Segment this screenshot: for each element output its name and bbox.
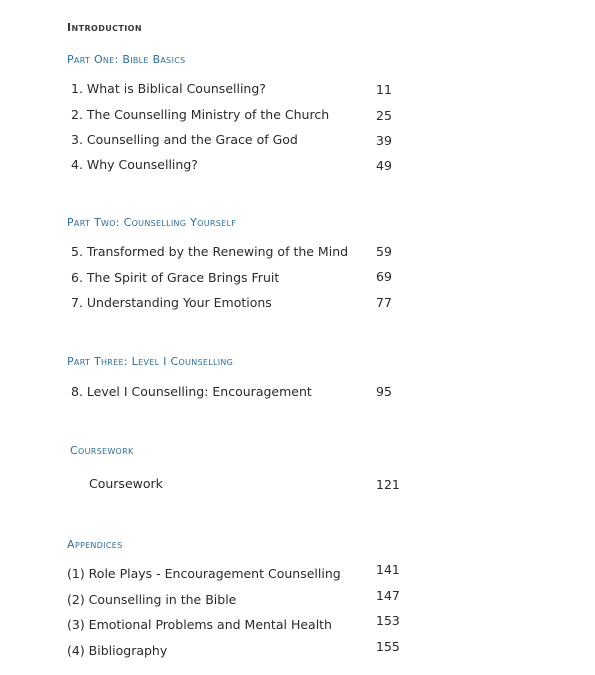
toc-page-6: 69 bbox=[376, 269, 392, 284]
coursework-heading: Coursework bbox=[70, 444, 134, 457]
toc-entry-2[interactable]: 2. The Counselling Ministry of the Church bbox=[71, 107, 330, 122]
toc-page-3: 39 bbox=[376, 133, 392, 148]
appendices-heading: Appendices bbox=[67, 538, 123, 551]
toc-page-7: 77 bbox=[376, 295, 392, 310]
toc-entry-7[interactable]: 7. Understanding Your Emotions bbox=[71, 295, 272, 310]
toc-entry-appendix-2[interactable]: (2) Counselling in the Bible bbox=[67, 592, 237, 607]
toc-page-appendix-4: 155 bbox=[376, 639, 400, 654]
toc-page-appendix-2: 147 bbox=[376, 588, 400, 603]
toc-entry-6[interactable]: 6. The Spirit of Grace Brings Fruit bbox=[71, 270, 280, 285]
toc-entry-appendix-4[interactable]: (4) Bibliography bbox=[67, 643, 168, 658]
part-two-heading: Part Two: Counselling Yourself bbox=[67, 216, 237, 229]
toc-entry-5[interactable]: 5. Transformed by the Renewing of the Mind bbox=[71, 244, 349, 259]
toc-page-8: 95 bbox=[376, 384, 392, 399]
toc-page-2: 25 bbox=[376, 108, 392, 123]
toc-page-4: 49 bbox=[376, 158, 392, 173]
toc-page-appendix-1: 141 bbox=[376, 562, 400, 577]
part-one-heading: Part One: Bible Basics bbox=[67, 53, 186, 66]
toc-entry-coursework[interactable]: Coursework bbox=[89, 476, 163, 491]
toc-entry-appendix-3[interactable]: (3) Emotional Problems and Mental Health bbox=[67, 617, 332, 632]
toc-entry-1[interactable]: 1. What is Biblical Counselling? bbox=[71, 81, 266, 96]
toc-page-appendix-3: 153 bbox=[376, 613, 400, 628]
toc-entry-3[interactable]: 3. Counselling and the Grace of God bbox=[71, 132, 298, 147]
toc-page-1: 11 bbox=[376, 82, 392, 97]
toc-entry-appendix-1[interactable]: (1) Role Plays - Encouragement Counselling bbox=[67, 566, 341, 581]
toc-page-5: 59 bbox=[376, 244, 392, 259]
toc-entry-8[interactable]: 8. Level I Counselling: Encouragement bbox=[71, 384, 312, 399]
toc-entry-4[interactable]: 4. Why Counselling? bbox=[71, 157, 198, 172]
toc-page-coursework: 121 bbox=[376, 477, 400, 492]
introduction-heading: Introduction bbox=[67, 21, 142, 34]
part-three-heading: Part Three: Level I Counselling bbox=[67, 355, 234, 368]
